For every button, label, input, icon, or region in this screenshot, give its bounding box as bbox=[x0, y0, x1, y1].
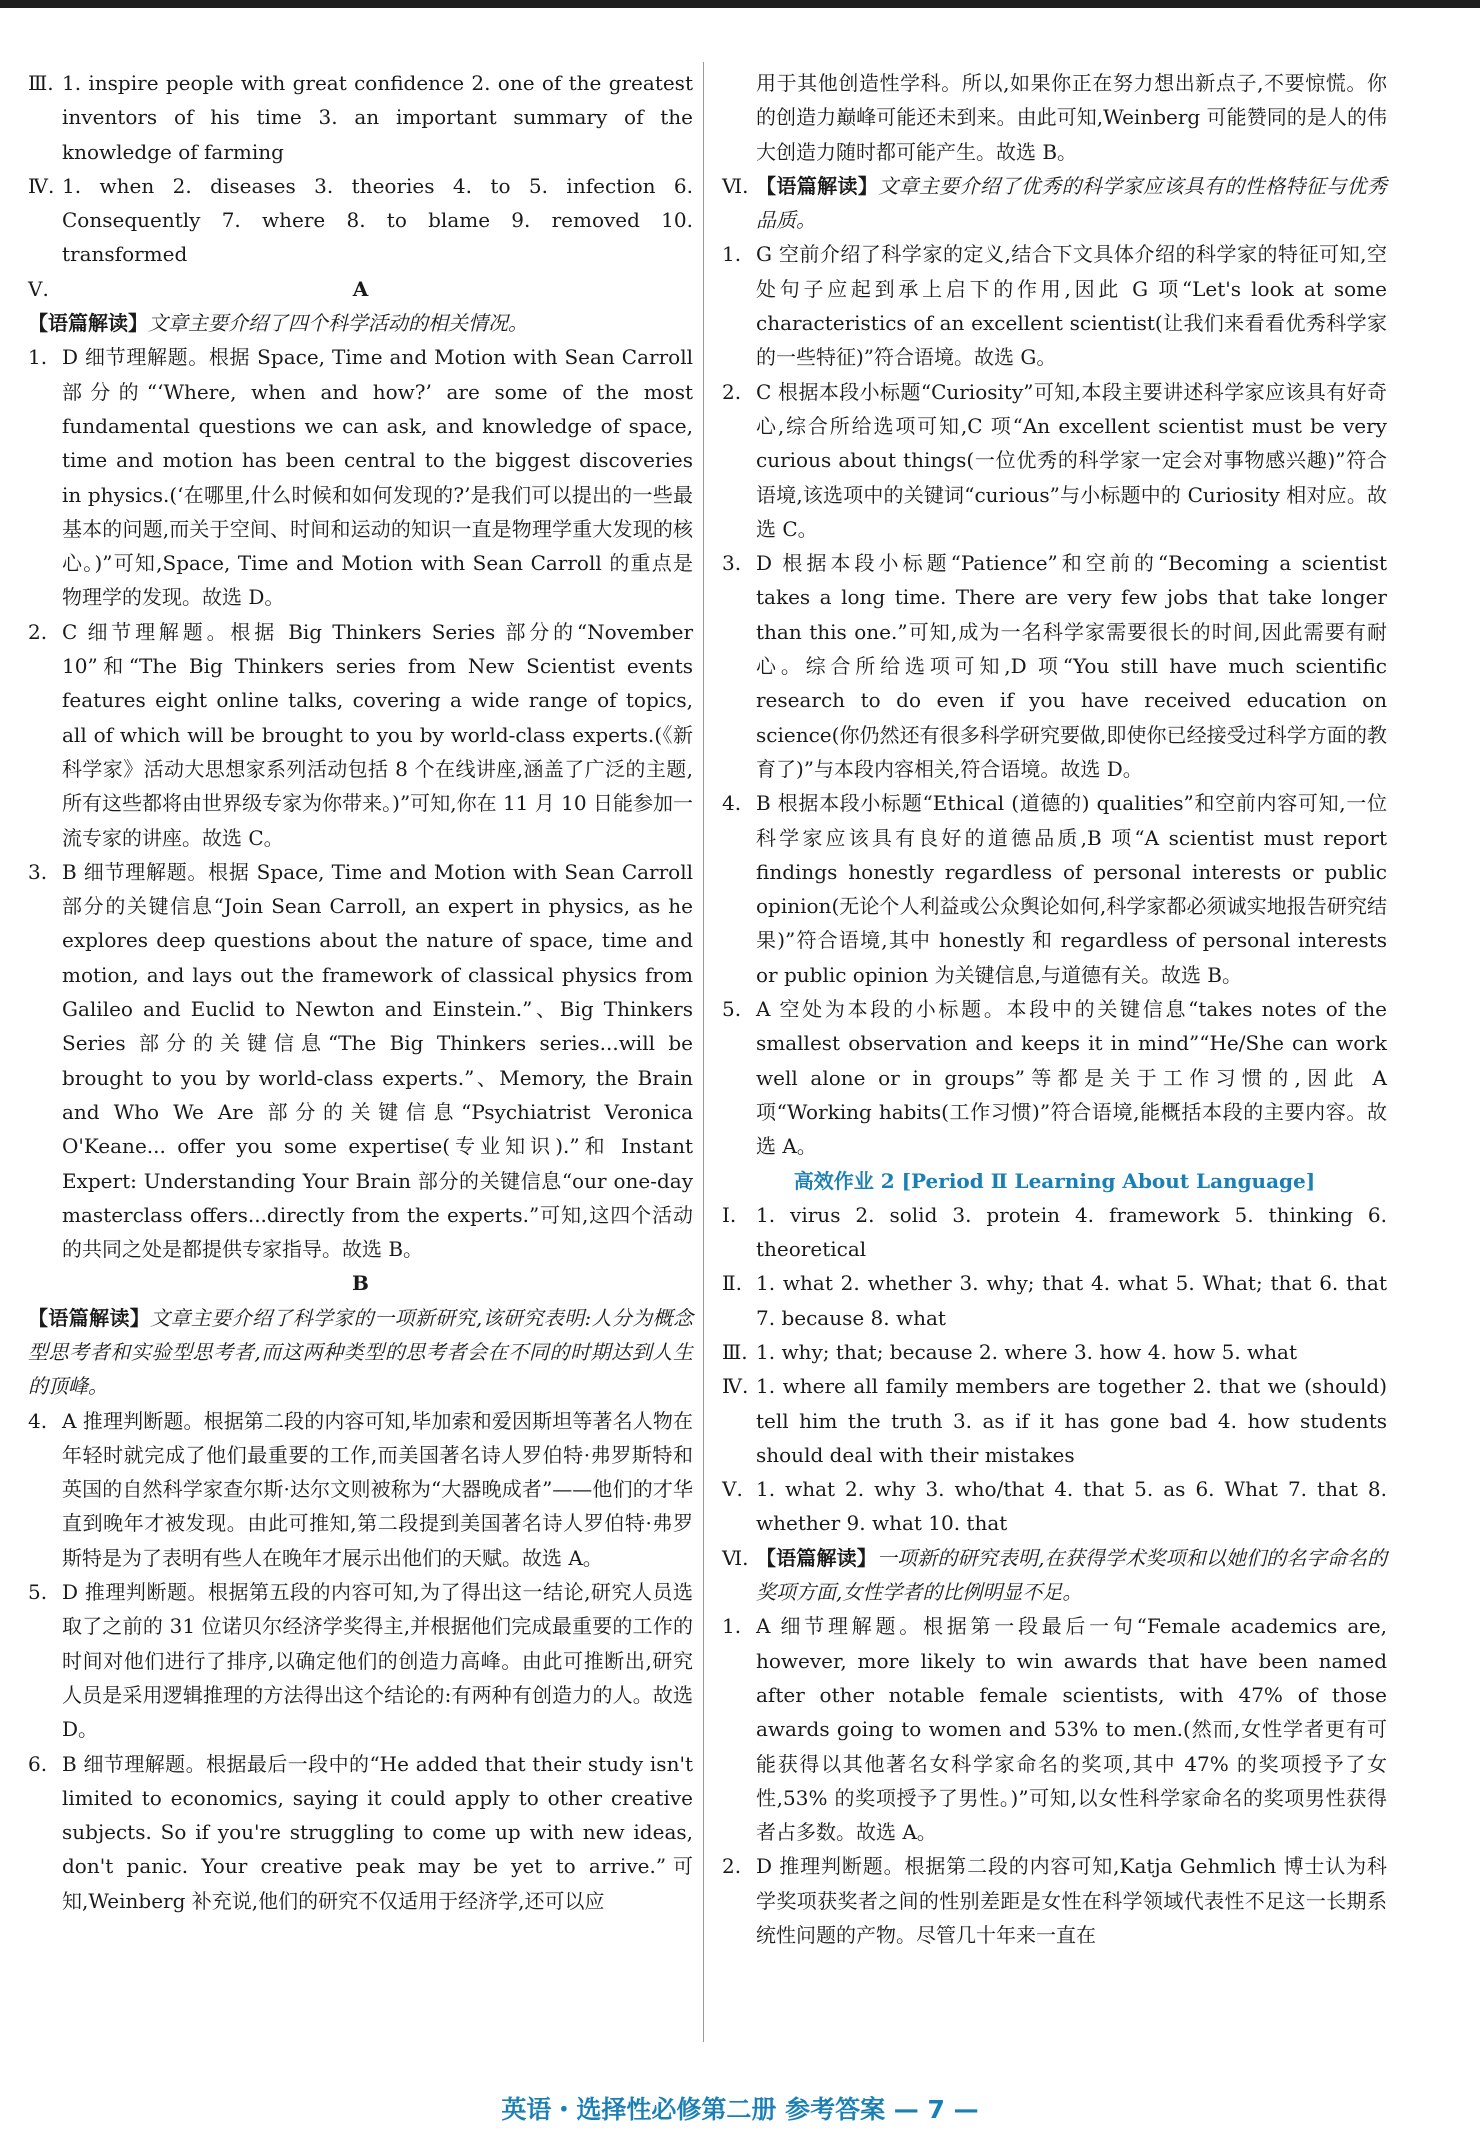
answer-section-1 bbox=[722, 1198, 1387, 1267]
answer-section-2 bbox=[722, 1266, 1387, 1335]
section-number: Ⅳ. bbox=[722, 1374, 749, 1399]
item-number: 2. bbox=[722, 379, 742, 404]
answer-item bbox=[28, 1747, 693, 1918]
item-number: 4. bbox=[722, 791, 742, 816]
left-column bbox=[28, 66, 693, 1918]
page-footer: 英语・选择性必修第二册 参考答案 — 7 — bbox=[501, 2095, 979, 2124]
section-number: Ⅱ. bbox=[722, 1271, 742, 1296]
answer-section-6 bbox=[722, 169, 1387, 238]
answer-item bbox=[722, 1609, 1387, 1849]
section-text: 1. virus 2. solid 3. protein 4. framework 5. thinking 6. theoretical bbox=[756, 1202, 1387, 1262]
answer-item bbox=[28, 1575, 693, 1746]
answer-item bbox=[722, 375, 1387, 546]
answer-item bbox=[28, 340, 693, 614]
answer-item bbox=[722, 786, 1387, 992]
period-heading: 高效作业 2 [Period Ⅱ Learning About Language] bbox=[793, 1168, 1316, 1193]
analysis-tag: 【语篇解读】 bbox=[756, 1545, 877, 1570]
item-number: 1. bbox=[722, 1614, 742, 1639]
answer-section-6 bbox=[722, 1541, 1387, 1610]
answer-section-3 bbox=[28, 66, 693, 169]
item-number: 4. bbox=[28, 1408, 48, 1433]
section-text: 1. what 2. why 3. who/that 4. that 5. as 6. What 7. that 8. whether 9. what 10. that bbox=[756, 1477, 1387, 1536]
passage-a-heading: A bbox=[352, 276, 369, 301]
answer-item bbox=[722, 1849, 1387, 1952]
item-number: 5. bbox=[28, 1580, 48, 1605]
analysis-text: 文章主要介绍了优秀的科学家应该具有的性格特征与优秀品质。 bbox=[756, 173, 1388, 233]
item-number: 6. bbox=[28, 1751, 48, 1776]
answer-item bbox=[722, 546, 1387, 786]
section-number: Ⅵ. bbox=[722, 173, 749, 198]
section-text: 1. inspire people with great confidence 2. one of the greatest inventors of his time 3. an important summary of the knowledge of farming bbox=[62, 71, 693, 164]
passage-b-analysis bbox=[28, 1301, 693, 1404]
continued-text: 用于其他创造性学科。所以,如果你正在努力想出新点子,不要惊慌。你的创造力巅峰可能还未到来。由此可知,Weinberg 可能赞同的是人的伟大创造力随时都可能产生。故选 B。 bbox=[756, 71, 1387, 164]
analysis-tag: 【语篇解读】 bbox=[28, 311, 148, 336]
item-text: D 细节理解题。根据 Space, Time and Motion with Sean Carroll 部分的“‘Where, when and how?’ are some of the most fundamental questions we can ask, and knowledge of space, time and motion has been central to the biggest discoveries in physics.(‘在哪里,什么时候和如何发现的?’是我们可以提出的一些最基本的问题,而关于空间、时间和运动的知识一直是物理学重大发现的核心。)”可知,Space, Time and Motion with Sean Carroll 的重点是物理学的发现。故选 D。 bbox=[62, 345, 693, 610]
item-number: 2. bbox=[28, 619, 48, 644]
answer-section-5 bbox=[722, 1472, 1387, 1541]
passage-b-heading: B bbox=[352, 1271, 369, 1296]
section-text: 1. why; that; because 2. where 3. how 4. how 5. what bbox=[756, 1339, 1298, 1364]
item-text: G 空前介绍了科学家的定义,结合下文具体介绍的科学家的特征可知,空处句子应起到承上启下的作用,因此 G 项“Let's look at some characteristics of an excellent scientist(让我们来看看优秀科学家的一些特征)”符合语境。故选 G。 bbox=[756, 242, 1387, 370]
section-text: 1. where all family members are together 2. that we (should) tell him the truth 3. as if it has gone bad 4. how students should deal with their mistakes bbox=[756, 1374, 1387, 1467]
item-text: A 推理判断题。根据第二段的内容可知,毕加索和爱因斯坦等著名人物在年轻时就完成了他们最重要的工作,而美国著名诗人罗伯特·弗罗斯特和英国的自然科学家查尔斯·达尔文则被称为“大器晚成者”——他们的才华直到晚年才被发现。由此可推知,第二段提到美国著名诗人罗伯特·弗罗斯特是为了表明有些人在晚年才展示出他们的天赋。故选 A。 bbox=[62, 1408, 693, 1570]
section-number: Ⅵ. bbox=[722, 1545, 749, 1570]
answer-section-4 bbox=[722, 1369, 1387, 1472]
item-text: A 细节理解题。根据第一段最后一句“Female academics are, however, more likely to win awards that have been named after other notable female scientists, with 47% of those awards going to women and 53% to men.(然而,女性学者更有可能获得以其他著名女科学家命名的奖项,其中 47% 的奖项授予了女性,53% 的奖项授予了男性。)”可知,以女性科学家命名的奖项男性获得者占多数。故选 A。 bbox=[756, 1614, 1387, 1845]
item-number: 5. bbox=[722, 997, 742, 1022]
item-number: 1. bbox=[28, 345, 48, 370]
section-text: 1. when 2. diseases 3. theories 4. to 5. infection 6. Consequently 7. where 8. to blame 9. removed 10. transformed bbox=[62, 173, 693, 267]
item-text: C 根据本段小标题“Curiosity”可知,本段主要讲述科学家应该具有好奇心,综合所给选项可知,C 项“An excellent scientist must be very curious about things(一位优秀的科学家一定会对事物感兴趣)”符合语境,该选项中的关键词“curious”与小标题中的 Curiosity 相对应。故选 C。 bbox=[756, 379, 1387, 541]
section-text: 1. what 2. whether 3. why; that 4. what 5. What; that 6. that 7. because 8. what bbox=[756, 1271, 1387, 1330]
item-text: B 细节理解题。根据 Space, Time and Motion with Sean Carroll 部分的关键信息“Join Sean Carroll, an expert in physics, as he explores deep questions about the nature of space, time and motion, and lays out the framework of classical physics from Galileo and Euclid to Newton and Einstein.”、Big Thinkers Series 部分的关键信息“The Big Thinkers series...will be brought to you by world-class experts.”、Memory, the Brain and Who We Are 部分的关键信息“Psychiatrist Veronica O'Keane... offer you some expertise(专业知识).”和 Instant Expert: Understanding Your Brain 部分的关键信息“our one-day masterclass offers...directly from the experts.”可知,这四个活动的共同之处是都提供专家指导。故选 B。 bbox=[62, 859, 693, 1262]
item-text: B 细节理解题。根据最后一段中的“He added that their study isn't limited to economics, saying it could apply to other creative subjects. So if you're struggling to come up with new ideas, don't panic. Your creative peak may be yet to arrive.”可知,Weinberg 补充说,他们的研究不仅适用于经济学,还可以应 bbox=[62, 1751, 693, 1913]
section-number: Ⅳ. bbox=[28, 173, 55, 198]
answer-item bbox=[28, 615, 693, 855]
analysis-text: 一项新的研究表明,在获得学术奖项和以她们的名字命名的奖项方面,女性学者的比例明显不足。 bbox=[756, 1545, 1388, 1605]
analysis-text: 文章主要介绍了四个科学活动的相关情况。 bbox=[148, 311, 528, 336]
item-text: B 根据本段小标题“Ethical (道德的) qualities”和空前内容可知,一位科学家应该具有良好的道德品质,B 项“A scientist must report findings honestly regardless of personal interests or public opinion(无论个人利益或公众舆论如何,科学家都必须诚实地报告研究结果)”符合语境,其中 honestly 和 regardless of personal interests or public opinion 为关键信息,与道德有关。故选 B。 bbox=[756, 791, 1387, 987]
analysis-tag: 【语篇解读】 bbox=[28, 1305, 151, 1330]
answer-item bbox=[28, 855, 693, 1267]
item-text: D 推理判断题。根据第二段的内容可知,Katja Gehmlich 博士认为科学奖项获奖者之间的性别差距是女性在科学领域代表性不足这一长期系统性问题的产物。尽管几十年来一直在 bbox=[756, 1854, 1387, 1948]
top-rule bbox=[0, 0, 1480, 8]
item-text: C 细节理解题。根据 Big Thinkers Series 部分的“November 10”和“The Big Thinkers series from New Scientist events features eight online talks, covering a wide range of topics, all of which will be brought to you by world-class experts.(《新科学家》活动大思想家系列活动包括 8 个在线讲座,涵盖了广泛的主题,所有这些都将由世界级专家为你带来。)”可知,你在 11 月 10 日能参加一流专家的讲座。故选 C。 bbox=[62, 619, 693, 850]
answer-item bbox=[722, 992, 1387, 1163]
item-text: D 根据本段小标题“Patience”和空前的“Becoming a scientist takes a long time. There are very few jobs that take longer than this one.”可知,成为一名科学家需要很长的时间,因此需要有耐心。综合所给选项可知,D 项“You still have much scientific research to do even if you have received education on science(你仍然还有很多科学研究要做,即使你已经接受过科学方面的教育了)”与本段内容相关,符合语境。故选 D。 bbox=[756, 551, 1387, 781]
item-number: 3. bbox=[28, 859, 48, 884]
item-text: A 空处为本段的小标题。本段中的关键信息“takes notes of the smallest observation and keeps it in mind”“He/She can work well alone or in groups”等都是关于工作习惯的,因此 A 项“Working habits(工作习惯)”符合语境,能概括本段的主要内容。故选 A。 bbox=[756, 997, 1387, 1159]
item-number: 2. bbox=[722, 1854, 742, 1879]
answer-item bbox=[722, 237, 1387, 374]
answer-item bbox=[28, 1404, 693, 1575]
item-number: 1. bbox=[722, 242, 742, 267]
analysis-text: 文章主要介绍了科学家的一项新研究,该研究表明:人分为概念型思考者和实验型思考者,而这两种类型的思考者会在不同的时期达到人生的顶峰。 bbox=[28, 1305, 693, 1399]
item-text: D 推理判断题。根据第五段的内容可知,为了得出这一结论,研究人员选取了之前的 31 位诺贝尔经济学奖得主,并根据他们完成最重要的工作的时间对他们进行了排序,以确定他们的创造力高峰。由此可推断出,研究人员是采用逻辑推理的方法得出这个结论的:有两种有创造力的人。故选 D。 bbox=[62, 1580, 693, 1742]
column-divider bbox=[703, 62, 704, 2042]
analysis-tag: 【语篇解读】 bbox=[756, 173, 879, 198]
answer-section-3 bbox=[722, 1335, 1387, 1369]
section-number: Ⅲ. bbox=[722, 1339, 748, 1364]
section-number: Ⅰ. bbox=[722, 1202, 737, 1227]
answer-section-4 bbox=[28, 169, 693, 272]
section-number: Ⅴ. bbox=[722, 1477, 743, 1502]
passage-a-analysis bbox=[28, 306, 693, 340]
section-number: Ⅲ. bbox=[28, 71, 54, 95]
right-column bbox=[722, 66, 1387, 1952]
item-number: 3. bbox=[722, 551, 742, 576]
section-number: Ⅴ. bbox=[28, 276, 49, 301]
